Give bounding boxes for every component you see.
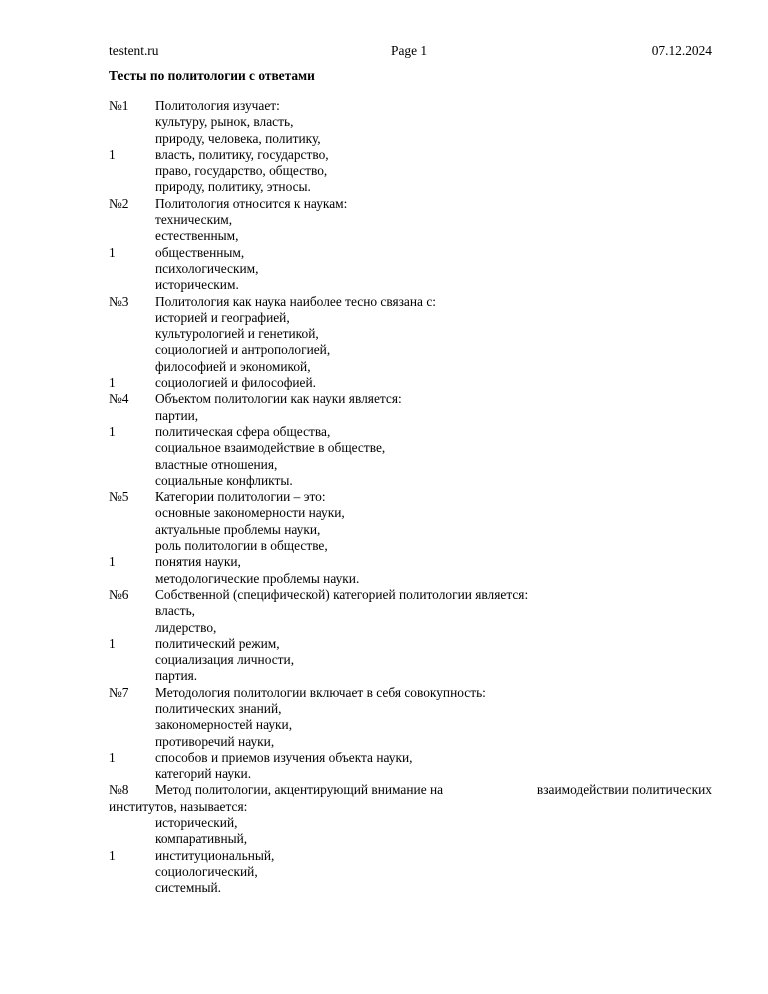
page-header [109, 42, 712, 60]
answer-option [0, 147, 768, 163]
answer-option [0, 179, 768, 195]
answer-option [0, 668, 768, 684]
answer-option [0, 114, 768, 130]
answer-option-text: природу, человека, политику, [155, 130, 321, 146]
answer-option-text: способов и приемов изучения объекта науки, [155, 749, 413, 765]
question-text: Категории политологии – это: [155, 489, 326, 505]
correct-answer-mark: 1 [109, 244, 116, 260]
answer-option [0, 734, 768, 750]
answer-option [0, 701, 768, 717]
question-number: №4 [109, 391, 129, 407]
answer-option [0, 310, 768, 326]
answer-option [0, 766, 768, 782]
answer-option-text: политическая сфера общества, [155, 423, 331, 439]
question-line [0, 587, 768, 603]
answer-option-text: власть, политику, государство, [155, 146, 329, 162]
answer-option-text: психологическим, [155, 260, 259, 276]
answer-option [0, 440, 768, 456]
answer-option-text: политический режим, [155, 635, 280, 651]
question-number: №7 [109, 684, 129, 700]
answer-option-text: философией и экономикой, [155, 358, 311, 374]
answer-option-text: партия. [155, 668, 198, 684]
question-number: №2 [109, 195, 129, 211]
answer-option [0, 815, 768, 831]
question-line [0, 782, 768, 798]
answer-option [0, 408, 768, 424]
answer-option [0, 131, 768, 147]
answer-option [0, 554, 768, 570]
question-list [0, 98, 768, 897]
question-line [0, 196, 768, 212]
answer-option-text: партии, [155, 407, 199, 423]
question-number: №3 [109, 293, 129, 309]
correct-answer-mark: 1 [109, 749, 116, 765]
answer-option [0, 848, 768, 864]
correct-answer-mark: 1 [109, 423, 116, 439]
question-line [0, 685, 768, 701]
document-title: Тесты по политологии с ответами [109, 68, 315, 83]
answer-option [0, 212, 768, 228]
answer-option [0, 245, 768, 261]
correct-answer-mark: 1 [109, 375, 116, 391]
answer-option-text: методологические проблемы науки. [155, 570, 360, 586]
question-text: Политология изучает: [155, 98, 280, 113]
question-number: №6 [109, 586, 129, 602]
answer-option [0, 342, 768, 358]
answer-option [0, 603, 768, 619]
question-text-continued: институтов, называется: [109, 798, 248, 814]
answer-option [0, 538, 768, 554]
question-text: Собственной (специфической) категорией политологии является: [155, 586, 529, 602]
answer-option [0, 473, 768, 489]
answer-option [0, 261, 768, 277]
answer-option-text: социальные конфликты. [155, 472, 293, 488]
answer-option-text: культуру, рынок, власть, [155, 114, 294, 130]
header-site: testent.ru [109, 43, 159, 58]
answer-option [0, 864, 768, 880]
answer-option [0, 505, 768, 521]
answer-option-text: понятия науки, [155, 554, 241, 570]
answer-option [0, 620, 768, 636]
answer-option [0, 359, 768, 375]
answer-option-text: категорий науки. [155, 766, 252, 782]
question-text: Политология относится к наукам: [155, 195, 348, 211]
correct-answer-mark: 1 [109, 635, 116, 651]
answer-option-text: лидерство, [155, 619, 217, 635]
answer-option-text: культурологией и генетикой, [155, 326, 319, 342]
answer-option [0, 831, 768, 847]
answer-option-text: основные закономерности науки, [155, 505, 345, 521]
answer-option [0, 750, 768, 766]
answer-option-text: общественным, [155, 244, 245, 260]
answer-option-text: актуальные проблемы науки, [155, 521, 321, 537]
answer-option [0, 326, 768, 342]
answer-option-text: социологией и антропологией, [155, 342, 331, 358]
answer-option-text: роль политологии в обществе, [155, 538, 328, 554]
question-number: №8 [109, 782, 129, 798]
answer-option-text: социальное взаимодействие в обществе, [155, 440, 386, 456]
answer-option-text: компаративный, [155, 831, 248, 847]
correct-answer-mark: 1 [109, 554, 116, 570]
header-date: 07.12.2024 [651, 43, 712, 58]
correct-answer-mark: 1 [109, 146, 116, 162]
question-line [0, 391, 768, 407]
answer-option [0, 636, 768, 652]
answer-option [0, 375, 768, 391]
question-line [0, 489, 768, 505]
answer-option [0, 880, 768, 896]
answer-option [0, 424, 768, 440]
answer-option-text: природу, политику, этносы. [155, 179, 311, 195]
answer-option-text: социализация личности, [155, 652, 295, 668]
question-line [0, 294, 768, 310]
answer-option [0, 457, 768, 473]
answer-option-text: историческим. [155, 277, 239, 293]
question-number: №1 [109, 98, 129, 113]
answer-option-text: институциональный, [155, 847, 275, 863]
question-line [0, 98, 768, 114]
question-number: №5 [109, 489, 129, 505]
answer-option-text: закономерностей науки, [155, 717, 293, 733]
answer-option-text: техническим, [155, 212, 233, 228]
question-text: Методология политологии включает в себя совокупность: [155, 684, 486, 700]
question-text: Политология как наука наиболее тесно связана с: [155, 293, 436, 309]
answer-option-text: политических знаний, [155, 700, 282, 716]
answer-option-text: право, государство, общество, [155, 163, 328, 179]
answer-option [0, 571, 768, 587]
answer-option-text: властные отношения, [155, 456, 278, 472]
answer-option [0, 163, 768, 179]
answer-option-text: историей и географией, [155, 309, 290, 325]
answer-option-text: социологический, [155, 863, 258, 879]
answer-option [0, 652, 768, 668]
question-text: Метод политологии, акцентирующий внимание на [155, 782, 444, 798]
answer-option-text: власть, [155, 603, 196, 619]
answer-option-text: противоречий науки, [155, 733, 275, 749]
answer-option [0, 228, 768, 244]
answer-option-text: социологией и философией. [155, 375, 316, 391]
header-page-number: Page 1 [391, 43, 428, 58]
answer-option [0, 522, 768, 538]
answer-option-text: исторический, [155, 815, 238, 831]
question-line-wrap [0, 799, 768, 815]
answer-option-text: естественным, [155, 228, 239, 244]
answer-option [0, 717, 768, 733]
question-text: Объектом политологии как науки является: [155, 391, 402, 407]
question-text-tail: взаимодействии политических [536, 782, 712, 798]
correct-answer-mark: 1 [109, 847, 116, 863]
answer-option-text: системный. [155, 880, 221, 896]
answer-option [0, 277, 768, 293]
